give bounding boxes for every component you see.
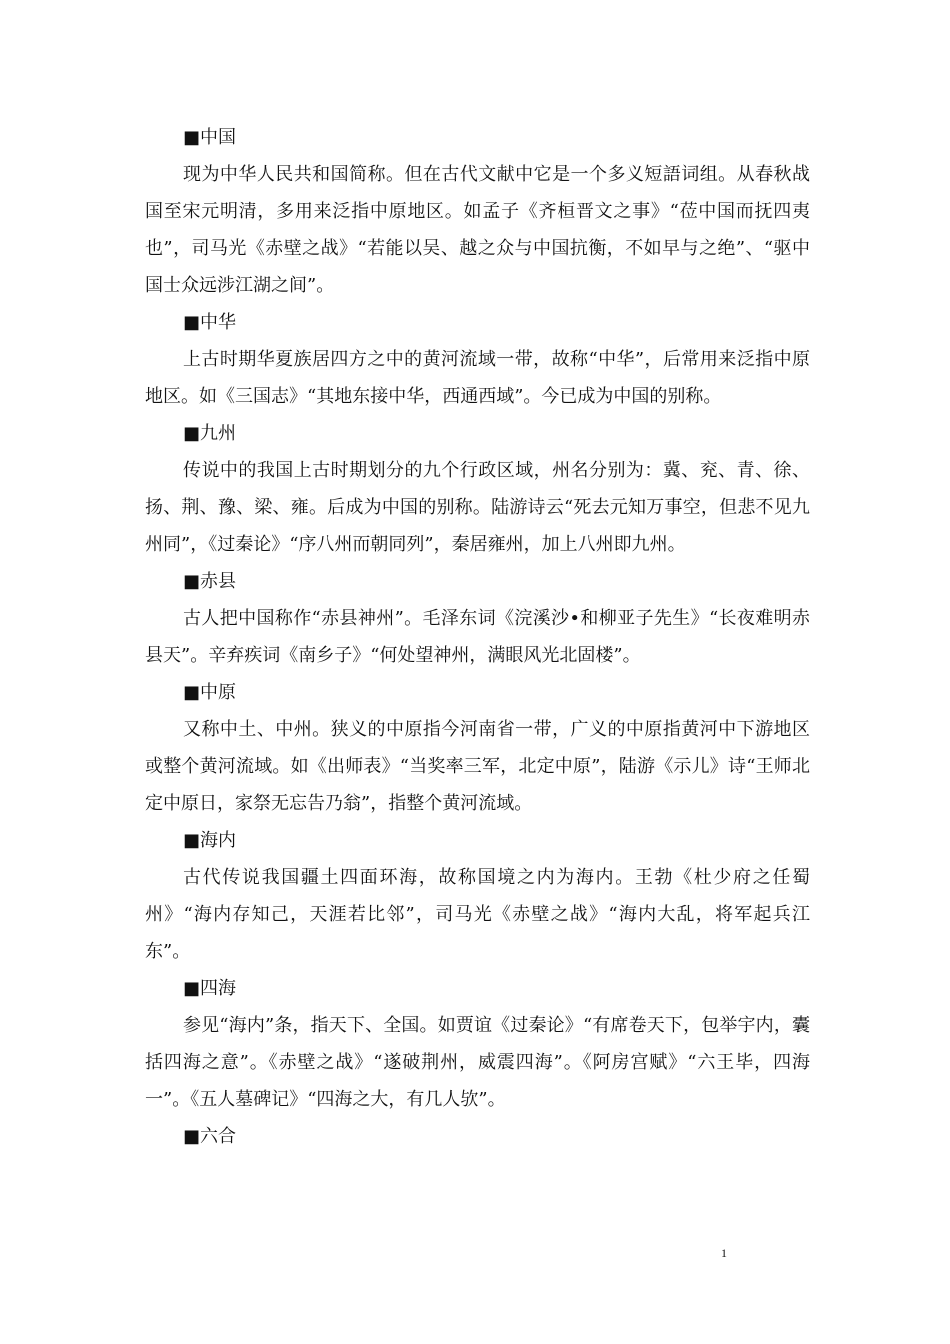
- entry-title-jiuzhou: ■九州: [183, 423, 237, 444]
- entry-body-zhongguo: 现为中华人民共和国简称。但在古代文献中它是一个多义短語词组。从春秋战国至宋元明清，多用来泛指中原地区。如孟子《齐桓晋文之事》“莅中国而抚四夷也”，司马光《赤壁之战》“若能以吴、越之众与中国抗衡，不如早与之绝”、“驱中国士众远涉江湖之间”。: [145, 164, 810, 296]
- entry-title-hainei: ■海内: [183, 830, 237, 851]
- document-body: [145, 119, 810, 1155]
- entry-title-sihai: ■四海: [183, 978, 237, 999]
- entry-title-chixian: ■赤县: [183, 571, 237, 592]
- entry-body-hainei: 古代传说我国疆土四面环海，故称国境之内为海内。王勃《杜少府之任蜀州》“海内存知己，天涯若比邻”，司马光《赤壁之战》“海内大乱，将军起兵江东”。: [145, 867, 810, 962]
- entry-body-jiuzhou: 传说中的我国上古时期划分的九个行政区域，州名分别为：冀、兖、青、徐、扬、荆、豫、梁、雍。后成为中国的别称。陆游诗云“死去元知万事空，但悲不见九州同”，《过秦论》“序八州而朝同列”，秦居雍州，加上八州即九州。: [145, 460, 810, 555]
- entry-title-zhongguo: ■中国: [183, 127, 237, 148]
- entry-body-sihai: 参见“海内”条，指天下、全国。如贾谊《过秦论》“有席卷天下，包举宇内，囊括四海之意”。《赤壁之战》“遂破荆州，威震四海”。《阿房宫赋》“六王毕，四海一”。《五人墓碑记》“四海之大，有几人欤”。: [145, 1015, 810, 1110]
- entry-body-zhongyuan: 又称中土、中州。狭义的中原指今河南省一带，广义的中原指黄河中下游地区或整个黄河流域。如《出师表》“当奖率三军，北定中原”，陆游《示儿》诗“王师北定中原日，家祭无忘告乃翁”，指整个黄河流域。: [145, 719, 810, 814]
- page-number: 1: [721, 1246, 727, 1260]
- entry-title-liuhe: ■六合: [183, 1126, 237, 1147]
- entry-title-zhongyuan: ■中原: [183, 682, 237, 703]
- entry-body-chixian: 古人把中国称作“赤县神州”。毛泽东词《浣溪沙•和柳亚子先生》“长夜难明赤县天”。辛弃疾词《南乡子》“何处望神州，满眼风光北固楼”。: [145, 608, 810, 666]
- entry-title-zhonghua: ■中华: [183, 312, 237, 333]
- entry-body-zhonghua: 上古时期华夏族居四方之中的黄河流域一带，故称“中华”，后常用来泛指中原地区。如《三国志》“其地东接中华，西通西域”。今已成为中国的别称。: [145, 349, 810, 407]
